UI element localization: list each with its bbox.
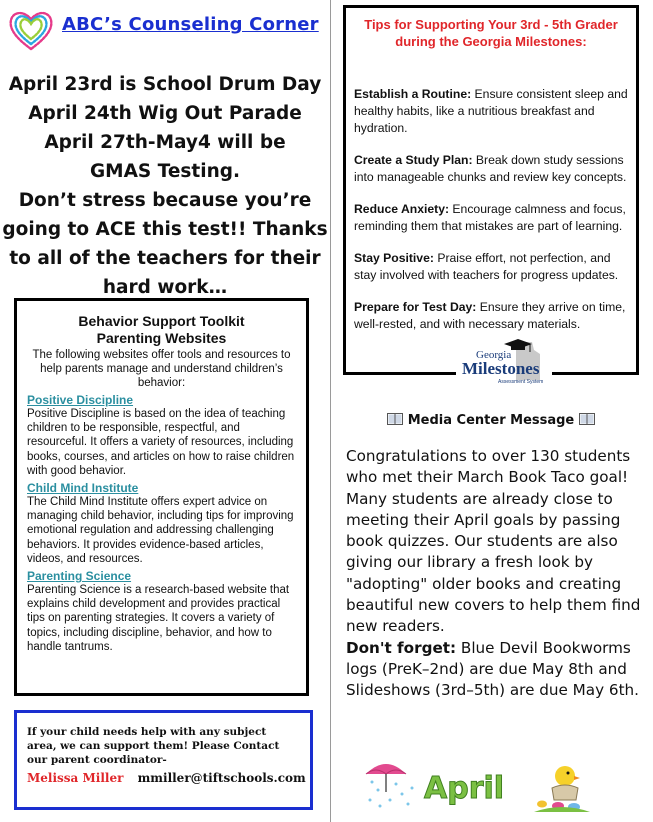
behavior-toolkit-box (14, 298, 309, 696)
tip-text: Ensure consistent sleep and healthy habits, like a nutritious breakfast and hydration. (354, 87, 628, 135)
rainbow-heart-logo (6, 5, 56, 55)
coordinator-name: Melissa Miller (27, 771, 124, 785)
toolkit-intro: The following websites offer tools and resources to help parents manage and understand children’s behavior: (32, 349, 291, 389)
parenting-science-description: Parenting Science is a research-based website that explains child development and provides practical tips on parenting strategies. It covers a variety of topics, including discipline, behavior, and how to handle tantrums. (27, 584, 290, 653)
tip-item (354, 86, 628, 137)
positive-discipline-description: Positive Discipline is based on the idea of teaching children to be responsible, respectful, and resourceful. It offers a variety of resources, including books, courses, and articles on how to raise children with good behavior. (27, 408, 295, 477)
announcement-line: Don’t stress because you’re (18, 190, 312, 211)
announcement-line: hard work… (102, 277, 228, 298)
tip-label: Establish a Routine: (354, 87, 472, 101)
tip-text: Break down study sessions into manageable chunks and review key concepts. (354, 153, 627, 184)
tip-label: Create a Study Plan: (354, 153, 473, 167)
column-divider (330, 0, 331, 822)
announcement-line: April 23rd is School Drum Day (8, 74, 322, 95)
page-title: ABC’s Counseling Corner (62, 14, 319, 35)
media-reminder-label: Don't forget: (346, 638, 457, 657)
announcement-line: GMAS Testing. (89, 161, 241, 182)
positive-discipline-link[interactable]: Positive Discipline (27, 393, 134, 407)
milestones-tips-box (343, 5, 639, 375)
parenting-science-link[interactable]: Parenting Science (27, 569, 132, 584)
april-banner-text: April (424, 771, 505, 806)
child-mind-institute-link[interactable]: Child Mind Institute (27, 481, 139, 496)
media-paragraph: Congratulations to over 130 students who met their March Book Taco goal! Many students are already close to meeting their April goals by passing book quizzes. Our students are also giving our library a fresh look by "adopting" older books and creating beautiful new covers to help them find new readers. (346, 447, 641, 636)
tips-title: Tips for Supporting Your 3rd - 5th Grader during the Georgia Milestones: (364, 17, 618, 49)
tip-label: Reduce Anxiety: (354, 202, 450, 216)
announcements (0, 70, 330, 302)
tip-text: Praise effort, not perfection, and stay involved with teachers for progress updates. (354, 251, 619, 282)
april-banner-image (362, 752, 590, 814)
media-reminder-text: Blue Devil Bookworms logs (PreK–2nd) are due May 8th and Slideshows (3rd–5th) are due May 6th. (346, 638, 639, 700)
toolkit-subtitle: Parenting Websites (96, 330, 227, 346)
parent-coordinator-box (14, 710, 313, 810)
tip-item (354, 299, 628, 333)
tip-text: Encourage calmness and focus, reminding them that mistakes are part of learning. (354, 202, 626, 233)
logo-assessment-text: Assessment System (498, 379, 544, 385)
coordinator-email[interactable]: mmiller@tiftschools.com (137, 771, 306, 785)
media-center-title: Media Center Message (407, 413, 575, 428)
announcement-line: April 24th Wig Out Parade (28, 103, 302, 124)
coordinator-contact (27, 771, 306, 785)
announcement-line: going to ACE this test!! Thanks (2, 219, 328, 240)
tips-list (354, 86, 628, 348)
tip-item (354, 201, 628, 235)
tip-item (354, 250, 628, 284)
logo-georgia-text: Georgia (476, 349, 512, 361)
media-center-message (346, 446, 642, 702)
tip-label: Stay Positive: (354, 251, 434, 265)
coordinator-message: If your child needs help with any subject area, we can support them! Please Contact our parent coordinator- (27, 726, 280, 766)
tip-label: Prepare for Test Day: (354, 300, 477, 314)
child-mind-institute-description: The Child Mind Institute offers expert advice on managing child behavior, including tips for improving emotional regulation and addressing challenging behaviors. It provides evidence-based articles, videos, and resources. (27, 496, 294, 565)
logo-milestones-text: Milestones (462, 359, 540, 378)
tip-text: Ensure they arrive on time, well-rested, and with necessary materials. (354, 300, 626, 331)
announcement-line: April 27th-May4 will be (44, 132, 286, 153)
toolkit-title: Behavior Support Toolkit (78, 313, 245, 329)
georgia-milestones-logo (456, 336, 552, 388)
media-center-heading (343, 413, 639, 428)
open-book-icon (387, 413, 403, 425)
open-book-icon (579, 413, 595, 425)
tip-item (354, 152, 628, 186)
announcement-line: to all of the teachers for their (9, 248, 321, 269)
